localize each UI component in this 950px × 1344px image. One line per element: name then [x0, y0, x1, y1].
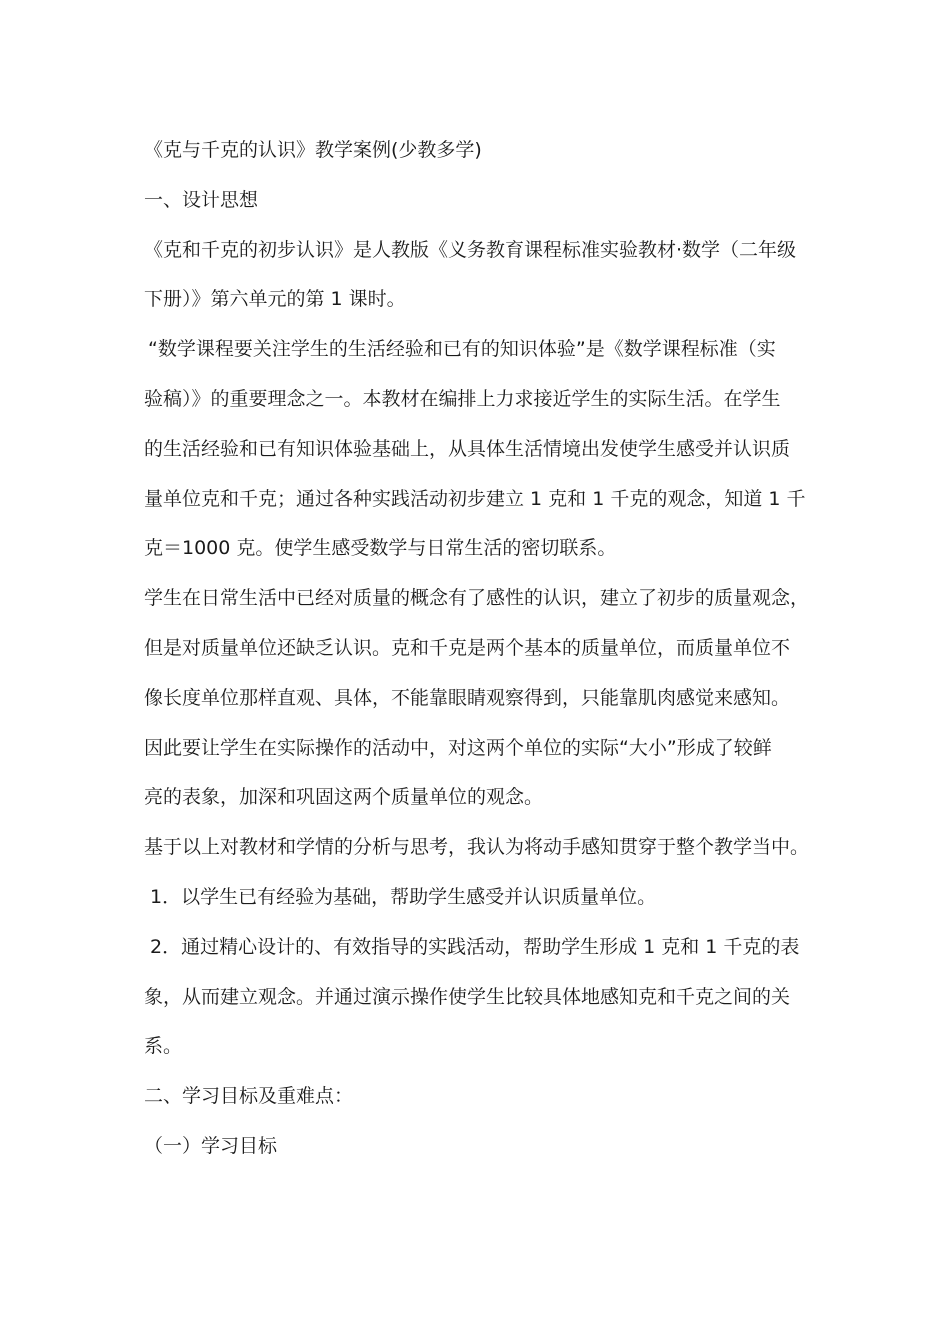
paragraph-line: 基于以上对教材和学情的分析与思考，我认为将动手感知贯穿于整个教学当中。: [144, 836, 810, 859]
list-item-continuation: 象，从而建立观念。并通过演示操作使学生比较具体地感知克和千克之间的关: [144, 985, 791, 1008]
subsection-heading-learning-goals: （一）学习目标: [144, 1134, 278, 1157]
paragraph-line: 验稿）》的重要理念之一。本教材在编排上力求接近学生的实际生活。在学生: [144, 387, 781, 410]
paragraph-line: 量单位克和千克；通过各种实践活动初步建立 1 克和 1 千克的观念，知道 1 千: [144, 487, 806, 510]
list-item: 2．通过精心设计的、有效指导的实践活动，帮助学生形成 1 克和 1 千克的表: [150, 935, 800, 958]
paragraph-line: 像长度单位那样直观、具体，不能靠眼睛观察得到，只能靠肌肉感觉来感知。: [144, 686, 791, 709]
document-title: 《克与千克的认识》教学案例(少教多学): [144, 139, 482, 161]
paragraph-line: 因此要让学生在实际操作的活动中，对这两个单位的实际“大小”形成了较鲜: [144, 736, 772, 759]
list-item-continuation: 系。: [144, 1035, 183, 1058]
paragraph-line: 下册）》第六单元的第 1 课时。: [144, 288, 406, 311]
paragraph-line: 但是对质量单位还缺乏认识。克和千克是两个基本的质量单位，而质量单位不: [144, 636, 791, 659]
paragraph-line: 亮的表象，加深和巩固这两个质量单位的观念。: [144, 786, 544, 809]
paragraph-line: 《克和千克的初步认识》是人教版《义务教育课程标准实验教材·数学（二年级: [144, 238, 797, 261]
paragraph-line: 的生活经验和已有知识体验基础上，从具体生活情境出发使学生感受并认识质: [144, 437, 791, 460]
paragraph-line: 克＝1000 克。使学生感受数学与日常生活的密切联系。: [144, 537, 617, 560]
paragraph-line: “数学课程要关注学生的生活经验和已有的知识体验”是《数学课程标准（实: [148, 338, 776, 361]
list-item: 1．以学生已有经验为基础，帮助学生感受并认识质量单位。: [150, 885, 657, 908]
section-heading-objectives: 二、学习目标及重难点：: [144, 1085, 354, 1108]
section-heading-design-idea: 一、设计思想: [144, 188, 259, 211]
document-body: [144, 126, 812, 1172]
paragraph-line: 学生在日常生活中已经对质量的概念有了感性的认识，建立了初步的质量观念，: [144, 587, 810, 610]
